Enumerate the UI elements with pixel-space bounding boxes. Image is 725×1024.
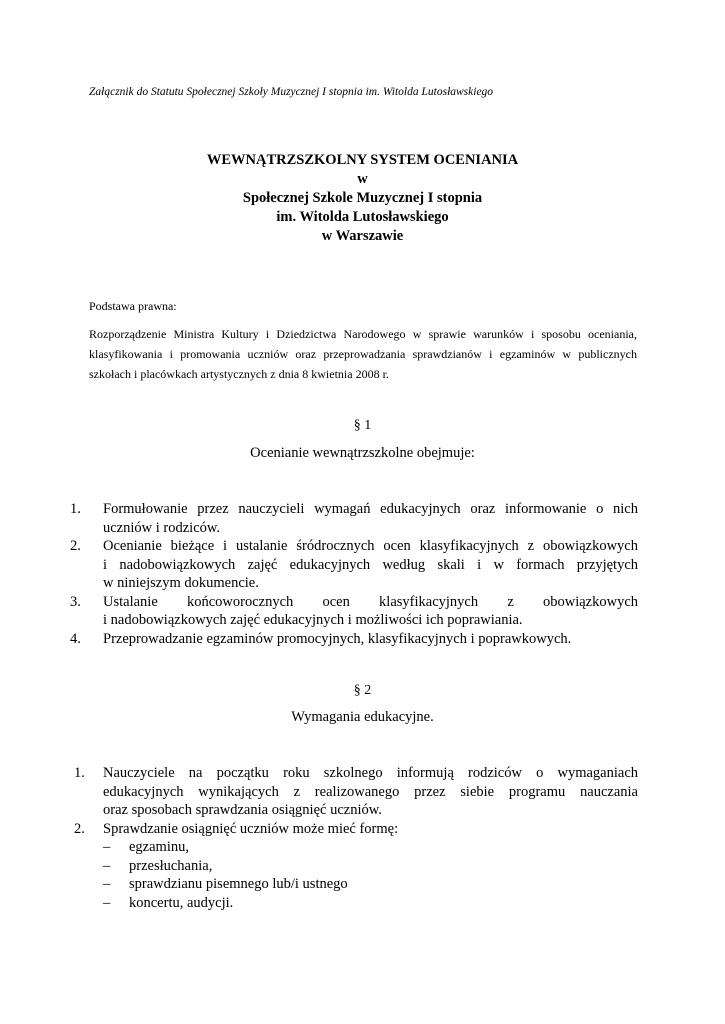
list-item-number: 1.: [70, 501, 81, 517]
section-2-mark: § 2: [353, 683, 372, 698]
title-line-5: w Warszawie: [321, 228, 404, 244]
dash-list: [103, 838, 638, 912]
legal-basis-text: [89, 324, 637, 384]
section-1-mark: § 1: [353, 418, 372, 433]
section-2-list: [0, 764, 725, 912]
list-item: [0, 500, 725, 537]
list-item: [0, 630, 725, 649]
list-item: [0, 820, 725, 913]
legal-basis-label: Podstawa prawna:: [89, 299, 177, 313]
list-item-line: Ocenianie bieżące i ustalanie śródrocznych ocen klasyfikacyjnych z obowiązkowych: [103, 538, 638, 554]
list-item-number: 2.: [70, 538, 81, 554]
dash-list-item: [103, 838, 638, 857]
dash-list-item: [103, 857, 638, 876]
list-item-line: oraz sposobach sprawdzania osiągnięć uczniów.: [103, 802, 382, 818]
list-item-text: [103, 630, 638, 649]
dash-bullet: –: [103, 876, 111, 892]
section-1-title: Ocenianie wewnątrzszkolne obejmuje:: [250, 445, 475, 461]
section-1-list: [0, 500, 725, 648]
dash-list-item-text: koncertu, audycji.: [129, 894, 234, 911]
legal-basis-line: Rozporządzenie Ministra Kultury i Dziedzictwa Narodowego w sprawie warunków i sposobu oceniania,: [89, 327, 637, 341]
list-item: [0, 593, 725, 630]
dash-bullet: –: [103, 839, 111, 855]
list-item-line: edukacyjnych wynikających z realizowanego przez siebie programu nauczania: [103, 783, 638, 800]
list-item: [0, 537, 725, 593]
document-title: [0, 151, 725, 246]
title-line-1: WEWNĄTRZSZKOLNY SYSTEM OCENIANIA: [206, 152, 519, 168]
list-item-number: 4.: [70, 630, 81, 647]
dash-list-item-text: przesłuchania,: [129, 857, 213, 874]
list-item-number: 3.: [70, 593, 81, 610]
dash-bullet: –: [103, 857, 111, 874]
list-item-line: uczniów i rodziców.: [103, 519, 221, 536]
list-item-text: [103, 764, 638, 820]
title-line-2: w: [357, 171, 368, 187]
dash-bullet: –: [103, 894, 111, 911]
dash-list-item: [103, 894, 638, 913]
list-item-number: 1.: [74, 765, 85, 781]
legal-basis-line: klasyfikowania i promowania uczniów oraz przeprowadzania sprawdzianów i egzaminów w publicznych: [89, 347, 637, 361]
header-note: Załącznik do Statutu Społecznej Szkoły Muzycznej I stopnia im. Witolda Lutosławskiego: [89, 86, 494, 98]
title-line-3: Społecznej Szkole Muzycznej I stopnia: [242, 190, 483, 206]
list-item-line: Nauczyciele na początku roku szkolnego informują rodziców o wymaganiach: [103, 765, 638, 781]
list-item-line: Ustalanie końcoworocznych ocen klasyfikacyjnych z obowiązkowych: [103, 593, 638, 610]
dash-list-item: [103, 875, 638, 894]
dash-list-item-text: sprawdzianu pisemnego lub/i ustnego: [129, 876, 348, 892]
dash-list-item-text: egzaminu,: [129, 839, 189, 855]
legal-basis-line: szkołach i placówkach artystycznych z dnia 8 kwietnia 2008 r.: [89, 367, 389, 381]
list-item-text: [103, 820, 638, 913]
list-item-text: [103, 593, 638, 630]
list-item-line: Przeprowadzanie egzaminów promocyjnych, klasyfikacyjnych i poprawkowych.: [103, 630, 572, 647]
list-item-line: Formułowanie przez nauczycieli wymagań edukacyjnych oraz informowanie o nich: [103, 501, 638, 517]
list-item: [0, 764, 725, 820]
list-item-number: 2.: [74, 820, 85, 837]
section-2-title: Wymagania edukacyjne.: [291, 709, 434, 725]
title-line-4: im. Witolda Lutosławskiego: [276, 209, 449, 225]
list-item-text: [103, 500, 638, 537]
list-item-line: Sprawdzanie osiągnięć uczniów może mieć formę:: [103, 820, 399, 837]
list-item-text: [103, 537, 638, 593]
list-item-line: i nadobowiązkowych zajęć edukacyjnych według skali i w formach przyjętych: [103, 556, 638, 573]
list-item-line: w niniejszym dokumencie.: [103, 575, 259, 591]
list-item-line: i nadobowiązkowych zajęć edukacyjnych i możliwości ich poprawiania.: [103, 612, 523, 628]
